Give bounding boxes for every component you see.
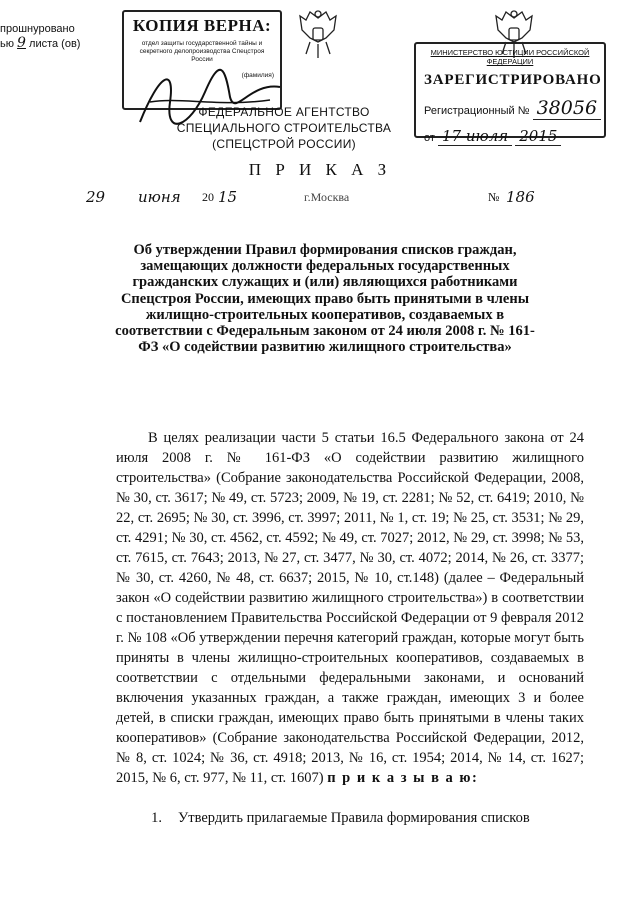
order-item-1 (116, 808, 586, 828)
document-title: П Р И К А З (248, 160, 392, 179)
date-day: 29 (86, 188, 106, 206)
coat-of-arms-icon (296, 8, 340, 62)
reg-date-value: 17 июля (438, 127, 512, 146)
order-word: п р и к а з ы в а ю: (327, 770, 479, 786)
agency-line-2: (СПЕЦСТРОЙ РОССИИ) (212, 137, 356, 151)
copy-stamp-title: КОПИЯ ВЕРНА: (132, 16, 272, 35)
binding-line-2 (0, 36, 120, 51)
year-prefix: 20 (202, 190, 214, 204)
reg-number-row (424, 97, 596, 119)
agency-line-1: ФЕДЕРАЛЬНОЕ АГЕНТСТВО СПЕЦИАЛЬНОГО СТРОИТЕЛЬСТВА (176, 105, 392, 135)
body-paragraph-text: В целях реализации части 5 статьи 16.5 Федерального закона от 24 июля 2008 г. № 161-ФЗ «О содействии развитию жилищного строительства» (Собрание законодательства Российской Федерации, 2008, № 30, ст. 3617; № 49, ст. 5723; 2009, № 19, ст. 2281; № 52, ст. 6419; 2010, № 22, ст. 2695; № 30, ст. 3996, ст. 3997; 2011, № 1, ст. 19; № 25, ст. 3531; № 29, ст. 4291; № 30, ст. 4562, ст. 4592; № 49, ст. 7027; 2012, № 29, ст. 3998; № 53, ст. 7615, ст. 7643; 2013, № 27, ст. 3477, № 30, ст. 4072; 2014, № 26, ст. 3377; № 30, ст. 4260, № 48, ст. 6637; 2015, № 10, ст.148) (далее – Федеральный закон «О содействии развитию жилищного строительства») в соответствии с постановлением Правительства Российской Федерации от 9 февраля 2012 г. № 108 «Об утверждении перечня категорий граждан, которые могут быть приняты в члены жилищно-строительных кооперативов, создаваемых в соответствии с отдельными федеральными законами, и оснований включения указанных граждан, а также граждан, имеющих 3 и более детей, в списки граждан, имеющих право быть принятыми в члены таких кооперативов» (Собрание законодательства Российской Федерации, 2012, № 8, ст. 1024; № 36, ст. 4918; 2013, № 16, ст. 1954; 2014, № 14, ст. 1627; 2015, № 6, ст. 977, № 11, ст. 1607) (116, 430, 584, 786)
registration-stamp (414, 42, 606, 145)
binding-suffix: листа (ов) (29, 38, 81, 50)
agency-name (150, 104, 418, 152)
binding-line-1: прошнуровано (0, 23, 75, 35)
city: г.Москва (304, 190, 350, 204)
number-sign: № (488, 190, 500, 204)
copy-stamp-org: отдел защиты государственной тайны и секретного делопроизводства Спецстроя России (139, 40, 265, 63)
item-text: Утвердить прилагаемые Правила формирования списков (178, 810, 530, 826)
reg-date-prefix: от (424, 132, 435, 144)
reg-ministry: МИНИСТЕРСТВО ЮСТИЦИИ РОССИЙСКОЙ ФЕДЕРАЦИИ (430, 48, 590, 66)
order-body (116, 428, 584, 788)
copy-stamp-sig-label: (фамилия) (241, 72, 274, 79)
date-number-line (60, 188, 580, 212)
binding-handwritten-count: 9 (17, 35, 26, 51)
item-number: 1. (151, 810, 162, 826)
reg-date-row (424, 127, 596, 145)
reg-title: ЗАРЕГИСТРИРОВАНО (424, 72, 602, 88)
binding-prefix: ью (0, 38, 14, 50)
binding-note (0, 22, 120, 51)
reg-number-value: 38056 (533, 97, 601, 120)
reg-date-year: 2015 (515, 127, 561, 146)
reg-number-label: Регистрационный № (424, 105, 530, 117)
year-suffix: 15 (218, 188, 238, 206)
order-heading: Об утверждении Правил формирования списков граждан, замещающих должности федеральных государственных гражданских служащих и (или) являющихся работниками Спецстроя России, имеющих право быть принятыми в члены жилищно-строительных кооперативов, создаваемых в соответствии с Федеральным законом от 24 июля 2008 г. № 161-ФЗ «О содействии развитию жилищного строительства» (115, 242, 535, 356)
document-number: 186 (506, 188, 535, 206)
date-month: июня (138, 188, 181, 206)
body-paragraph (116, 428, 584, 788)
